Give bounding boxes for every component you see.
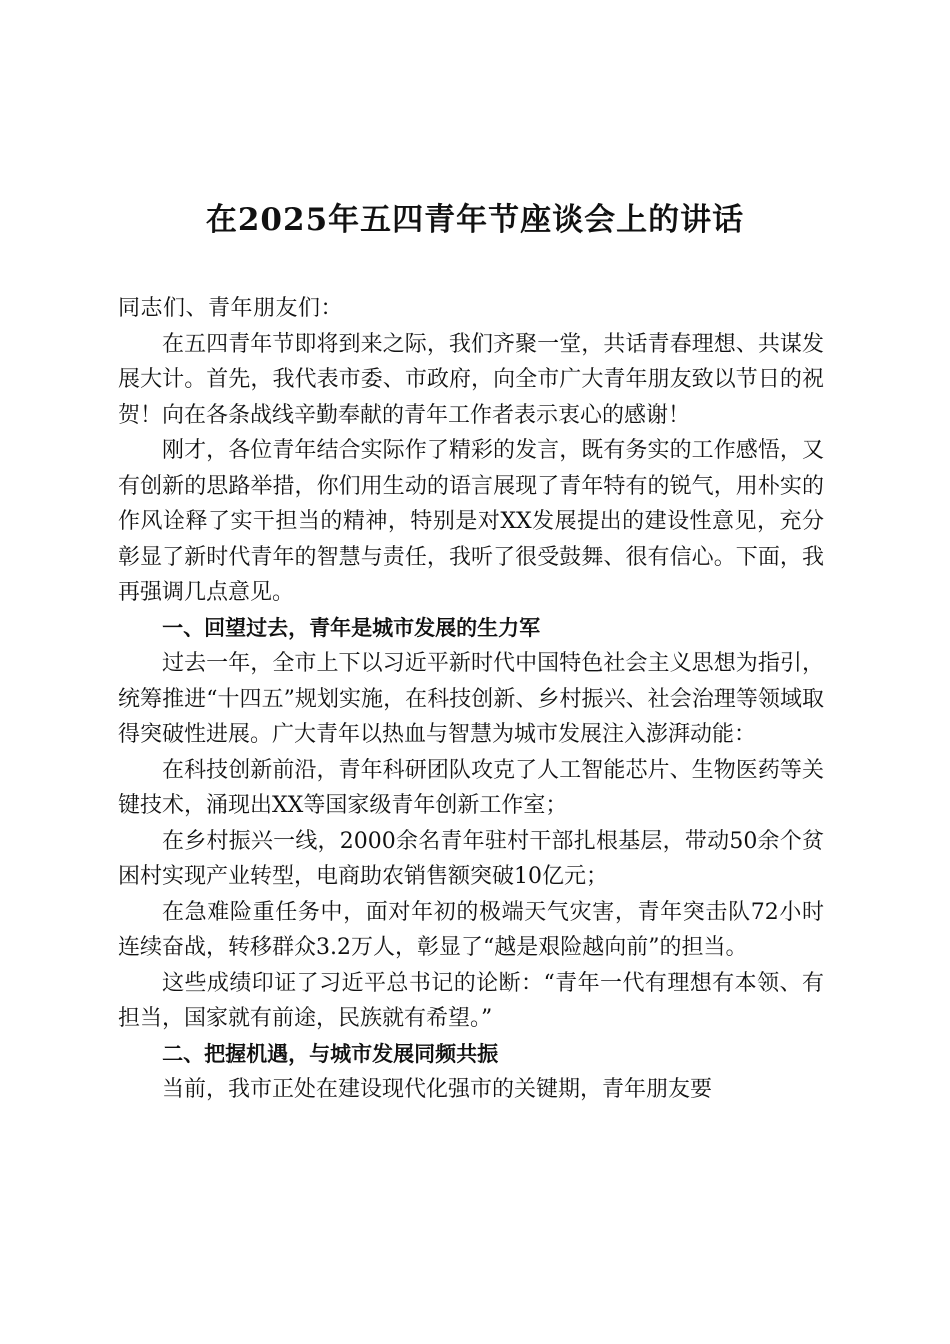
paragraph: 过去一年，全市上下以习近平新时代中国特色社会主义思想为指引，统筹推进“十四五”规划实施，在科技创新、乡村振兴、社会治理等领域取得突破性进展。广大青年以热血与智慧为城市发展注入澎湃动能： bbox=[118, 651, 824, 747]
salutation: 同志们、青年朋友们： bbox=[118, 296, 344, 321]
paragraph: 在五四青年节即将到来之际，我们齐聚一堂，共话青春理想、共谋发展大计。首先，我代表市委、市政府，向全市广大青年朋友致以节日的祝贺！向在各条战线辛勤奉献的青年工作者表示衷心的感谢！ bbox=[118, 331, 824, 428]
paragraph: 在急难险重任务中，面对年初的极端天气灾害，青年突击队72小时连续奋战，转移群众3.2万人，彰显了“越是艰险越向前”的担当。 bbox=[118, 899, 824, 960]
paragraph: 这些成绩印证了习近平总书记的论断：“青年一代有理想有本领、有担当，国家就有前途，民族就有希望。” bbox=[118, 970, 824, 1031]
paragraph: 在乡村振兴一线，2000余名青年驻村干部扎根基层，带动50余个贫困村实现产业转型，电商助农销售额突破10亿元； bbox=[118, 828, 824, 889]
section-heading: 一、回望过去，青年是城市发展的生力军 bbox=[162, 615, 541, 640]
paragraph: 刚才，各位青年结合实际作了精彩的发言，既有务实的工作感悟，又有创新的思路举措，你们用生动的语言展现了青年特有的锐气，用朴实的作风诠释了实干担当的精神，特别是对XX发展提出的建设性意见，充分彰显了新时代青年的智慧与责任，我听了很受鼓舞、很有信心。下面，我再强调几点意见。 bbox=[118, 438, 824, 605]
document-title: 在2025年五四青年节座谈会上的讲话 bbox=[205, 202, 745, 238]
section-heading: 二、把握机遇，与城市发展同频共振 bbox=[162, 1041, 499, 1066]
paragraph: 在科技创新前沿，青年科研团队攻克了人工智能芯片、生物医药等关键技术，涌现出XX等国家级青年创新工作室； bbox=[118, 757, 824, 818]
document-body bbox=[118, 291, 824, 1108]
paragraph: 当前，我市正处在建设现代化强市的关键期，青年朋友要 bbox=[162, 1077, 713, 1102]
